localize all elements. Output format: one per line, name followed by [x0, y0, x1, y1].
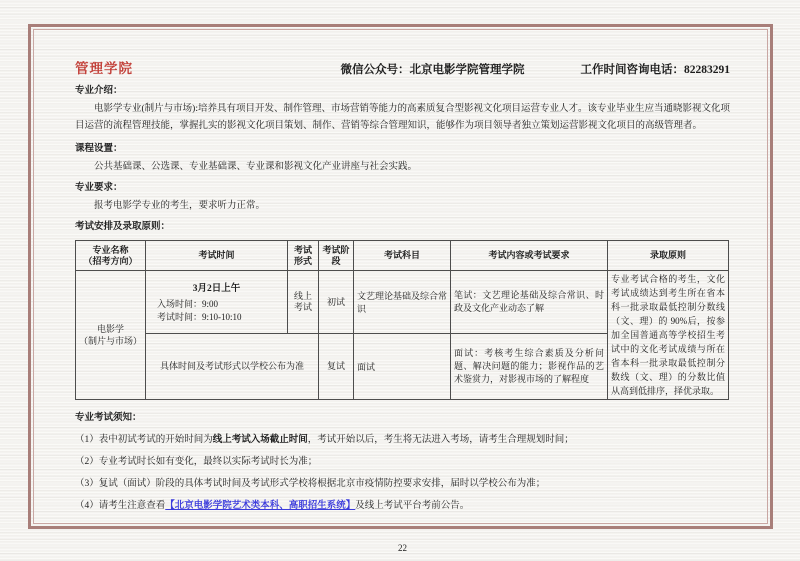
cell-major-name: 电影学 （制片与市场）	[76, 271, 146, 400]
table-header-row	[76, 241, 729, 271]
exam-section-label: 考试安排及录取原则：	[75, 222, 171, 232]
note-1-deadline-emphasis: 线上考试入场截止时间	[212, 435, 308, 445]
intro-section-label: 专业介绍：	[75, 86, 123, 96]
admission-system-link[interactable]: 【北京电影学院艺术类本科、高职招生系统】	[165, 501, 356, 511]
cell-second-exam-time: 具体时间及考试形式以学校公布为准	[146, 334, 319, 400]
header-stage: 考试阶段	[319, 241, 354, 271]
header-major: 专业名称 （招考方向）	[76, 241, 146, 271]
exam-schedule-table	[75, 240, 729, 400]
cell-second-stage: 复试	[319, 334, 354, 400]
courses-section-label: 课程设置：	[75, 144, 123, 154]
header-time: 考试时间	[146, 241, 288, 271]
notice-section-label: 专业考试须知：	[75, 413, 142, 423]
note-3: （3）复试（面试）阶段的具体考试时间及考试形式学校将根据北京市疫情防控要求安排，届时以学校公布为准；	[75, 479, 546, 489]
note-2: （2）专业考试时长如有变化，最终以实际考试时长为准；	[75, 457, 318, 467]
cell-first-requirements: 笔试：文艺理论基础及综合常识、时政及文化产业动态了解	[451, 271, 608, 334]
header-subject: 考试科目	[354, 241, 451, 271]
requirements-section-label: 专业要求：	[75, 183, 123, 193]
wechat-account: 微信公众号：北京电影学院管理学院	[340, 64, 525, 76]
cell-exam-form: 线上考试	[288, 271, 319, 334]
note-4: （4）请考生注意查看【北京电影学院艺术类本科、高职招生系统】及线上考试平台考前公告。	[75, 501, 470, 511]
header-form: 考试形式	[288, 241, 319, 271]
requirements-paragraph: 报考电影学专业的考生，要求听力正常。	[94, 201, 266, 211]
department-title: 管理学院	[75, 61, 133, 76]
cell-second-requirements: 面试：考核考生综合素质及分析问题、解决问题的能力；影视作品的艺术鉴赏力，对影视市场的了解程度	[451, 334, 608, 400]
cell-first-stage: 初试	[319, 271, 354, 334]
header-admission: 录取原则	[608, 241, 729, 271]
exam-notes	[75, 433, 730, 513]
header-content: 考试内容或考试要求	[451, 241, 608, 271]
page-content	[75, 57, 730, 553]
cell-first-subject: 文艺理论基础及综合常识	[354, 271, 451, 334]
cell-admission-principle: 专业考试合格的考生，文化考试成绩达到考生所在省本科一批录取最低控制分数线（文、理）的 90%后，按参加全国普通高等学校招生考试中的文化考试成绩与所在省本科一批录取最低控制分数线（文、理）的分数比值从高到低排序，择优录取。	[608, 271, 729, 400]
contact-phone: 工作时间咨询电话：82283291	[580, 64, 730, 76]
cell-first-exam-time: 3月2日上午 入场时间：9:00 考试时间：9:10-10:10	[146, 271, 288, 334]
note-1: （1）表中初试考试的开始时间为线上考试入场截止时间，考试开始以后，考生将无法进入考场，请考生合理规划时间；	[75, 435, 574, 445]
cell-second-subject: 面试	[354, 334, 451, 400]
document-header	[75, 57, 730, 77]
intro-paragraph: 电影学专业(制片与市场):培养具有项目开发、制作管理、市场营销等能力的高素质复合型影视文化项目运营专业人才。该专业毕业生应当通晓影视文化项目运营的流程管理技能，掌握扎实的影视文化项目策划、制作、营销等综合管理知识，能够作为项目领导者独立策划运营影视文化项目的高级管理者。	[75, 104, 730, 131]
table-row-first-exam	[76, 271, 729, 334]
courses-paragraph: 公共基础课、公选课、专业基础课、专业课和影视文化产业讲座与社会实践。	[94, 162, 418, 172]
page-number: 22	[398, 543, 407, 553]
